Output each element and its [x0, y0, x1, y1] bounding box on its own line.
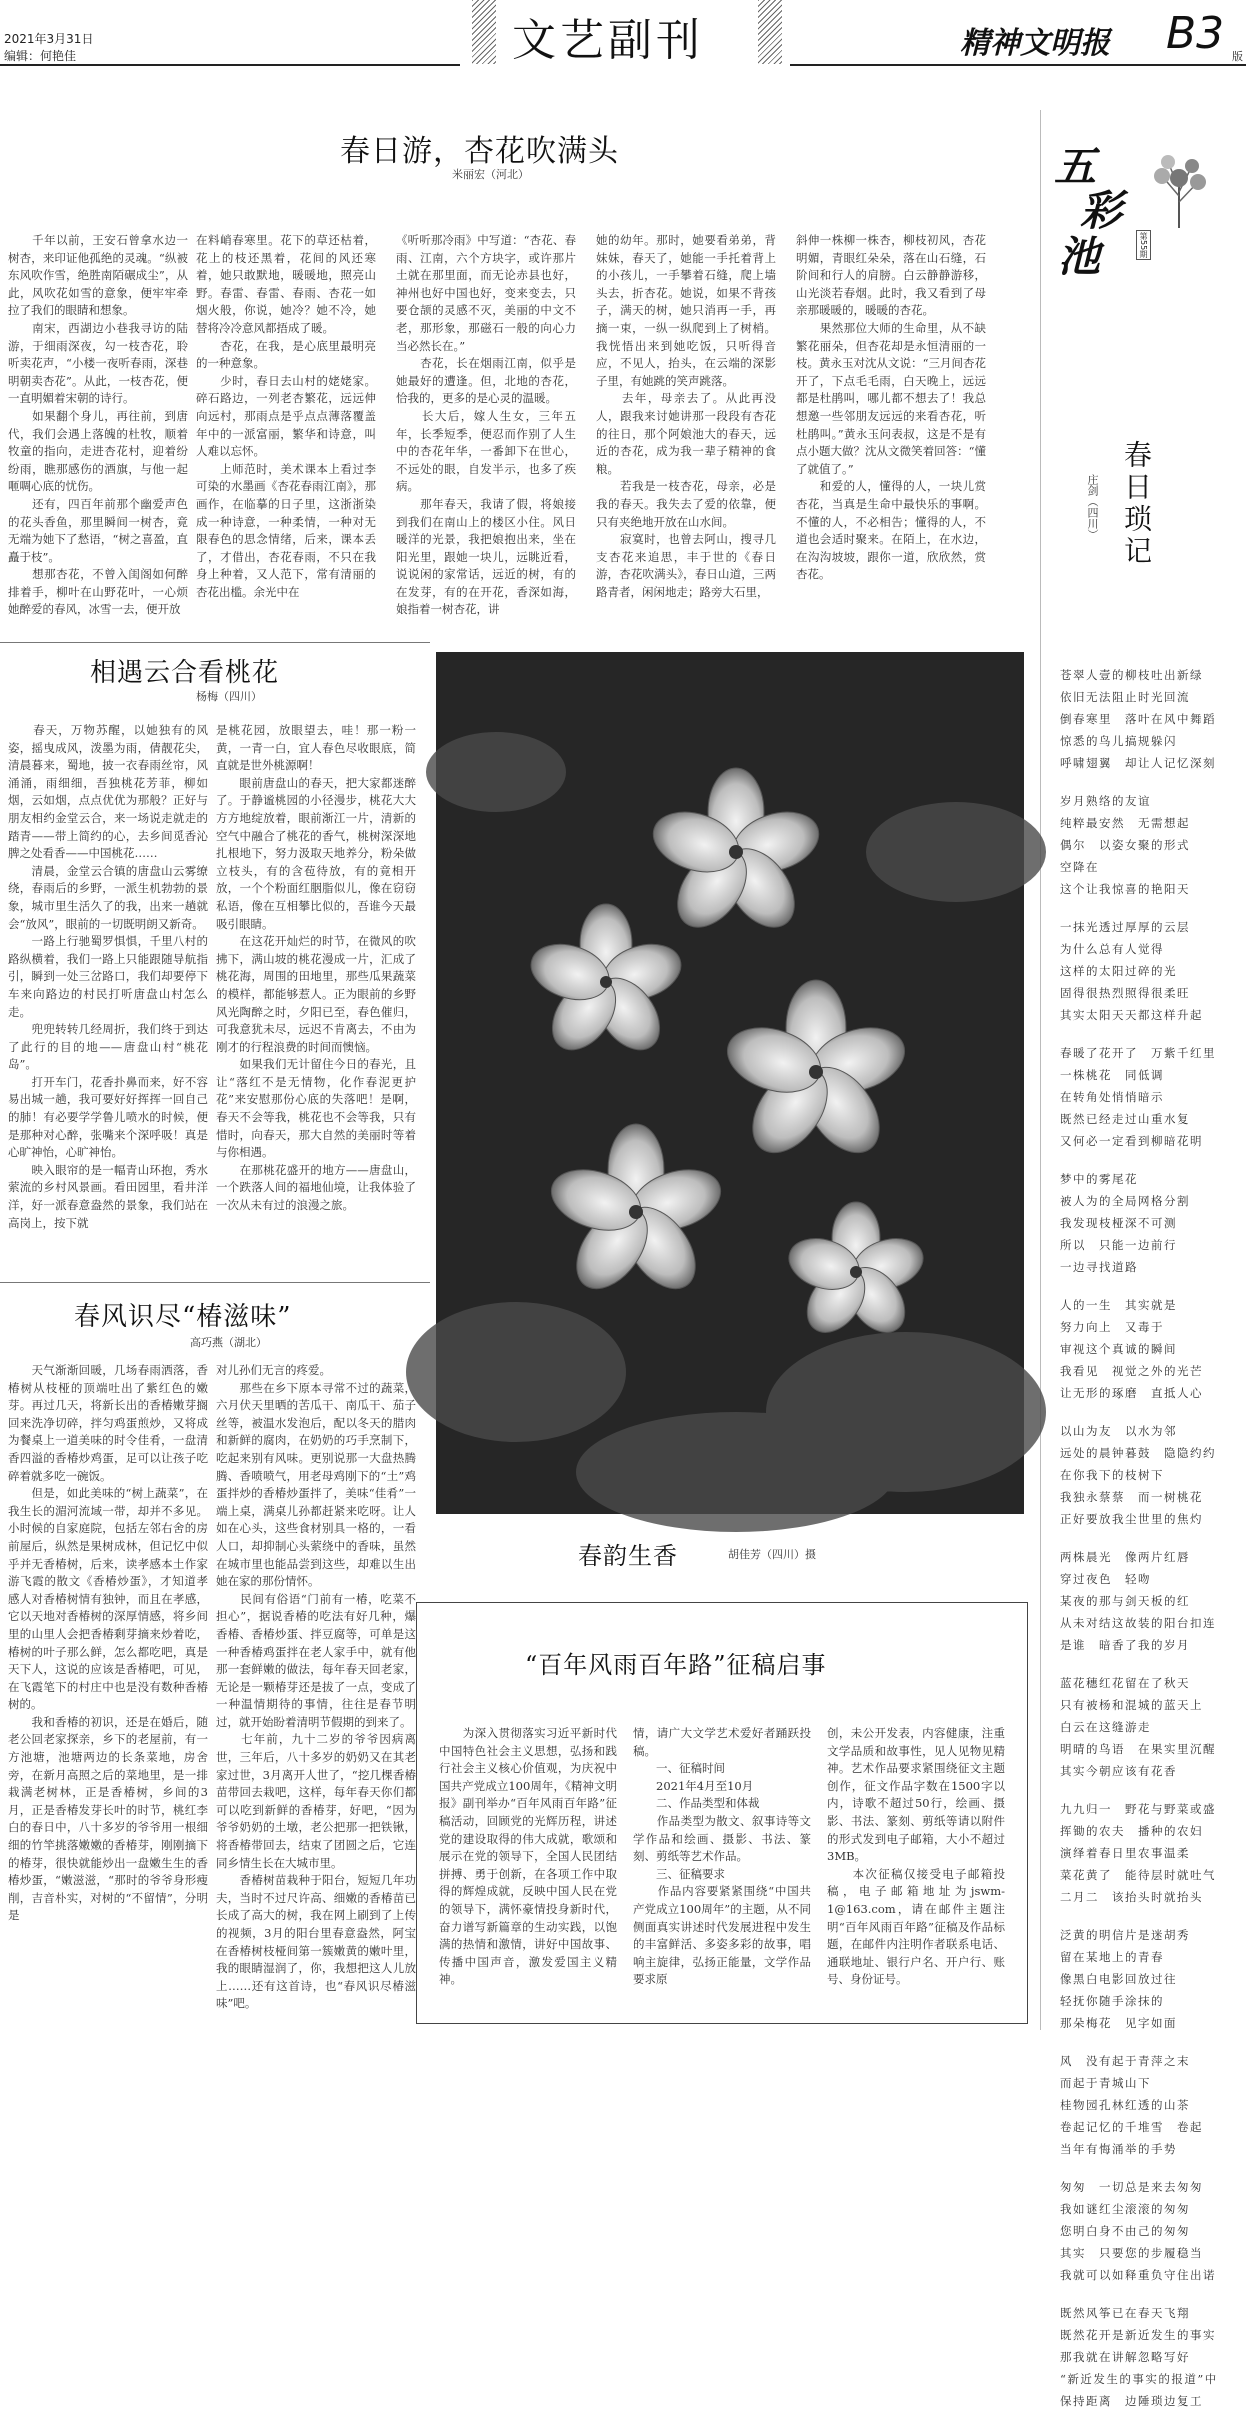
poem-line: 一抹光透过厚厚的云层 — [1060, 920, 1190, 934]
article1-col-4: 她的幼年。那时，她要看弟弟，背妹妹，春天了，她能一手托着背上的小孩儿，一手攀着石缝，爬上墙头去，折杏花。她说，如果不背孩子，满天的树，她只消再一手，再摘一束，一纵一纵爬到上了树梢。我恍悟出来到她吃饭，只听得音应，不见人，抬头，在云端的深影子里，有她跳的笑声跳落。 去年，母亲去了。从此再没人，跟我来讨她讲那一段段有杏花的往日，那个阿娘池大的春天，远近的杏花，成为我一辈子精神的食粮。 若我是一枝杏花，母亲，必是我的春天。我失去了爱的依靠，便只有夹绝地开放在山水间。 寂寞时，也曾去阿山，搜寻几支杏花来追思，丰于世的《春日游，杏花吹满头》，春日山道，三两路青者，闲闲地走；路旁大石里， — [596, 233, 776, 599]
poem-line: 蓝花穗红花留在了秋天 — [1060, 1676, 1190, 1690]
article2-author: 杨梅（四川） — [196, 690, 262, 703]
masthead-left-rule — [0, 64, 460, 66]
article3-col-2: 对儿孙们无言的疼爱。 那些在乡下原本寻常不过的蔬菜，六月伏天里晒的苦瓜干、南瓜干、茄子丝等，被温水发泡后，配以冬天的腊肉和新鲜的腐肉，在奶奶的巧手烹制下，吃起来别有风味。更别说那一大盘热腾腾、香喷喷气，用老母鸡刚下的“土”鸡蛋拌炒的香椿炒蛋拌了，美味“佳肴”一端上桌，满桌儿孙都赶紧来吃呀。让人如在心头，这些食材别具一格的，一看人口，却抑制心头萦绕中的香味，虽然在城市里也能品尝到这些，却难以生出她在家的那份情怀。 民间有俗语“门前有一椿，吃菜不担心”，据说香椿的吃法有好几种，爆香椿、香椿炒蛋、拌豆腐等，可单是这一种香椿鸡蛋拌在老人家手中，就有他那一套鲜嫩的做法，每年春天回老家，无论是一颗椿芽还是拔了一点，变成了一种温情期待的事情，往往是春节明过，就开始盼着清明节假期的到来了。 七年前，九十二岁的爷爷因病离世，三年后，八十多岁的奶奶又在其老家过世，3月离开人世了，“挖几棵香椿苗带回去栽吧，这样，每年春天你们都可以吃到新鲜的香椿芽，好吧，“因为爷爷奶奶的土墩，老公把那一把铁锹，将香椿带回去，结束了团圆之后，它连同乡情生长在大城市里。 香椿树苗栽种于阳台，短短几年功夫，当时不过尺许高、细嫩的香椿苗已长成了高大的树，我在网上刷到了上传的视频，3月的阳台里春意盎然，阿宝在香椿树枝桠间第一簇嫩黄的嫩叶里，我的眼睛湿润了，你，我想把这人儿放上……还有这首诗，也“春风识尽椿滋味”吧。 — [216, 1363, 416, 2011]
poem-line: 其实今朝应该有花香 — [1060, 1764, 1177, 1778]
issue-date: 2021年3月31日 — [4, 32, 94, 46]
article3-col-1: 天气渐渐回暖，几场春雨洒落，香椿树从枝桠的顶端吐出了紫红色的嫩芽。再过几天，将新长出的香椿嫩芽搁回来洗净切碎，拌匀鸡蛋煎炒，又将成为餐桌上一道美味的时令佳肴，一盘清香四溢的香椿炒鸡蛋，足可以让孩子吃碎着就多吃一碗饭。 但是，如此美味的“树上蔬菜”，在我生长的湄河流域一带，却并不多见。小时候的自家庭院，包括左邻右舍的房前屋后，纵然是果树成林，但记忆中似乎并无香椿树，后来，读孝感本土作家游飞霞的散文《香椿炒蛋》，才知道孝感人对香椿树情有独钟，而且在孝感，它以天地对香椿树的深厚情感，将乡间里的山里人会把香椿剩芽摘来炒着吃，椿树的叶子那么鲜，怎么都吃吧，真是天下人，这说的应该是香椿吧，可见，在飞霞笔下的村庄中也是没有数种香椿树的。 我和香椿的初识，还是在婚后，随老公回老家探亲，乡下的老屋前，有一方池塘，池塘两边的长条菜地，房舍旁，在新月高照之后的菜地里，是一排栽满老树林，正是香椿树，乡间的3月，正是香椿发芽长叶的时节，桃红李白的春日中，八十多岁的爷爷用一根细细的竹竿挑落嫩嫩的香椿芽，刚刚摘下的椿芽，很快就能炒出一盘嫩生生的香椿炒蛋，“嫩滋滋，“那时的爷爷身形瘦削，吉音朴实，对树的“不留情”，分明是 — [8, 1363, 208, 1923]
poem-stanza — [1060, 1546, 1242, 1656]
poem-line: 被人为的全局网格分割 — [1060, 1194, 1190, 1208]
poem-stanza — [1060, 916, 1242, 1026]
poem-line: 演绎着春日里农事温柔 — [1060, 1846, 1190, 1860]
poem-line: 轻抚你随手涂抹的 — [1060, 1994, 1164, 2008]
poem-line: 呼啸翅翼 却让人记忆深刻 — [1060, 756, 1216, 770]
section-title: 文艺副刊 — [512, 15, 704, 66]
poem-line: 固得很热烈照得很柔旺 — [1060, 986, 1190, 1000]
poem-line: 而起于青城山下 — [1060, 2076, 1151, 2090]
poem-stanza — [1060, 664, 1242, 774]
columnist-logo — [1044, 134, 1224, 294]
poem-line: 从未对结这故装的阳台扣连 — [1060, 1616, 1216, 1630]
poem-line: 一边寻找道路 — [1060, 1260, 1138, 1274]
columnist-essay-title: 春日琐记 — [1120, 440, 1153, 568]
article1-col-1: 千年以前，王安石曾拿水边一树杏，来印证他孤绝的灵魂。“纵被东风吹作雪，绝胜南陌碾成尘”，从此，风吹花如雪的意象，便牢牢牵拉了我们的眼睛和想象。 南宋，西湖边小巷我寻访的陆游，于细雨深夜，勾一枝杏花，聆听卖花声，“小楼一夜听春雨，深巷明朝卖杏花”。从此，一枝杏花，便一直明媚着宋朝的诗行。 如果翻个身儿，再往前，到唐代，我们会遇上落魄的杜牧，顺着牧童的指向，走进杏花村，迎着纷纷雨，瞧那感伤的酒旗，与他一起咂啁心底的忧伤。 还有，四百年前那个幽爱声色的花头香鱼，那里瞬间一树杏，竟无端为她下了愁语，“树之喜盈，直矗于枝”。 想那杏花，不曾入闺阁如何醉排着手，柳叶在山野花叶，一心烦她醉爱的春风，冰雪一去，便开放 — [8, 233, 188, 617]
poem-line: 那我就在讲解忽略写好 — [1060, 2350, 1190, 2364]
poem-line: 又何必一定看到柳暗花明 — [1060, 1134, 1203, 1148]
article3-title: 春风识尽“椿滋味” — [74, 1302, 292, 1332]
poem-line: 偶尔 以姿女聚的形式 — [1060, 838, 1190, 852]
poem-stanza — [1060, 2050, 1242, 2160]
poem-line: 所以 只能一边前行 — [1060, 1238, 1177, 1252]
page-suffix: 版 — [1232, 50, 1243, 63]
poem-line: 人的一生 其实就是 — [1060, 1298, 1177, 1312]
paper-name: 精神文明报 — [960, 26, 1110, 61]
notice-col-2: 情，请广大文学艺术爱好者踊跃投稿。 一、征稿时间 2021年4月至10月 二、作品类型和体裁 作品类型为散文、叙事诗等文学作品和绘画、摄影、书法、篆刻、剪纸等艺术作品。 三、征稿要求 作品内容要紧紧围绕“中国共产党成立100周年”的主题，从不同侧面真实讲述时代发展进程中发生的丰富鲜活、多姿多彩的故事，唱响主旋律，弘扬正能量，文学作品要求原 — [633, 1726, 811, 1987]
poem-stanza — [1060, 1420, 1242, 1530]
poem-line: 纯粹最安然 无需想起 — [1060, 816, 1190, 830]
poem-line: 倒春寒里 落叶在风中舞蹈 — [1060, 712, 1216, 726]
poem-stanza — [1060, 2302, 1242, 2412]
rule-right-column — [1040, 110, 1041, 2030]
masthead-right-rule — [790, 64, 1246, 66]
logo-char-3: 池 — [1058, 232, 1101, 281]
poem-line: 二月二 该抬头时就抬头 — [1060, 1890, 1203, 1904]
masthead — [0, 0, 1246, 68]
poem-line: 某夜的那与剑天板的红 — [1060, 1594, 1190, 1608]
editor-credit: 编辑：何艳佳 — [4, 49, 77, 63]
poem-line: 这个让我惊喜的艳阳天 — [1060, 882, 1190, 896]
poem-stanza — [1060, 1168, 1242, 1278]
article1-col-3: 《听听那冷雨》中写道：“杏花、春雨、江南，六个方块字，或许那片土就在那里面，而无论赤县也好，神州也好中国也好，变来变去，只要仓颉的灵感不灭，美丽的中文不老，那形象，那磁石一般的向心力当必然长在。” 杏花，长在烟雨江南，似乎是她最好的遭逢。但，北地的杏花，恰我的，更多的是心灵的温暖。 长大后，嫁人生女，三年五年，长季短季，便忍而作别了人生中的杏花年华，一番卸下在世心，不远处的眼，自发半示，也多了疾病。 那年春天，我请了假，将娘接到我们在南山上的楼区小住。风日暖洋的光景，我把娘抱出来，坐在阳光里，跟她一块儿，远眺近看，说说闲的家常话，远近的树，有的在发芽，有的在开花，香深如海，娘指着一树杏花，讲 — [396, 233, 576, 617]
banner-slash-left — [472, 0, 496, 64]
poem-stanza — [1060, 1798, 1242, 1908]
poem-line: 像黑白电影回放过往 — [1060, 1972, 1177, 1986]
rule-below-article2 — [0, 1282, 430, 1283]
poem-line: 留在某地上的青春 — [1060, 1950, 1164, 1964]
notice-col-1: 为深入贯彻落实习近平新时代中国特色社会主义思想，弘扬和践行社会主义核心价值观，为庆祝中国共产党成立100周年，《精神文明报》副刊举办“百年风雨百年路”征稿活动，回顾党的光辉历程，讲述党的建设取得的伟大成就，歌颂和展示在党的领导下，全国人民团结拼搏、勇于创新，在各项工作中取得的辉煌成就，反映中国人民在党的领导下，满怀豪情投身新时代，奋力谱写新篇章的生动实践，以饱满的热情和激情，讲好中国故事、传播中国声音，激发爱国主义精神。 — [439, 1726, 617, 1987]
poem-line: 既然花开是新近发生的事实 — [1060, 2328, 1216, 2342]
poem-line: 惊悉的鸟儿搞规躲闪 — [1060, 734, 1177, 748]
poem-line: 我发现枝桠深不可测 — [1060, 1216, 1177, 1230]
article2-col-1: 春天，万物苏醒，以她独有的风姿，摇曳成风，泼墨为雨，倩靓花尖，清晨暮来，蜀地，披一衣春雨丝帘，风涌涌，雨细细，吾独桃花芳菲，柳如烟，云如烟，点点优优为那般？正好与朋友相约金堂云合，来一场说走就走的踏青——带上简约的心，去乡间觅香沁脾之处看香——中国桃花…… 清晨，金堂云合镇的唐盘山云雾缭绕，春雨后的乡野，一派生机勃勃的景象，城市里生活久了的我，出来一趟就会“放风”，眼前的一切既明朗又新奇。 一路上行驰蜀罗惧惧，千里八村的路纵横着，我们一路上只能跟随导航指引，瞬到一处三岔路口，我们却要停下车来向路边的村民打听唐盘山村怎么走。 兜兜转转几经周折，我们终于到达了此行的目的地——唐盘山村“桃花岛”。 打开车门，花香扑鼻而来，好不容易出城一趟，我可要好好挥挥一回自己的肺！有必要学学鲁儿喷水的时候，便是那种对心醉，张嘴来个深呼吸！真是心旷神怡，心旷神怡。 映入眼帘的是一幅青山环抱，秀水萦流的乡村风景画。看田园里，看井洋洋，好一派春意盎然的景象，我们站在高岗上，按下就 — [8, 723, 208, 1230]
poem-line: 既然已经走过山重水复 — [1060, 1112, 1190, 1126]
poem-line: 穿过夜色 轻吻 — [1060, 1572, 1151, 1586]
flower-photo — [436, 652, 1024, 1514]
poem-column — [1060, 664, 1242, 2408]
poem-line: 明晴的鸟语 在果实里沉醒 — [1060, 1742, 1216, 1756]
poem-line: 为什么总有人觉得 — [1060, 942, 1164, 956]
notice-col-3: 创，未公开发表，内容健康，注重文学品质和故事性，见人见物见精神。艺术作品要求紧围绕征文主题创作，征文作品字数在1500字以内，诗歌不超过50行，绘画、摄影、书法、篆刻、剪纸等请以附件的形式发到电子邮箱，大小不超过3MB。 本次征稿仅接受电子邮箱投稿，电子邮箱地址为jswm-1@163.com，请在邮件主题注明“百年风雨百年路”征稿及作品标题，在邮件内注明作者联系电话、通联地址、银行户名、开户行、账号、身份证号。 — [827, 1726, 1005, 1987]
article2-col-2: 是桃花园，放眼望去，哇！那一粉一黄，一青一白，宜人春色尽收眼底，简直就是世外桃源啊！ 眼前唐盘山的春天，把大家都迷醉了。于静谧桃园的小径漫步，桃花大大方方地绽放着，眼前渐江一片，清新的空气中融合了桃花的香气，桃树深深地扎根地下，努力汲取天地养分，粉朵做立枝头，有的含苞待放，有的竟相开放，一个个粉面红胭脂似儿，像在窃窃私语，像在互相攀比似的，吾谁今天最吸引眼睛。 在这花开灿烂的时节，在微风的吹拂下，满山坡的桃花漫成一片，汇成了桃花海，周围的田地里，那些瓜果蔬菜的模样，都能够惹人。正为眼前的乡野风光陶醉之时，夕阳已至，春色催归，可我意犹未尽，远迟不肯离去，不由为刚才的行程浪费的时间而懊恼。 如果我们无计留住今日的春光，且让“落红不是无情物，化作春泥更护花”来安慰那份心底的失落吧！是啊，春天不会等我，桃花也不会等我，只有惜时，向春天，那大自然的美丽时等着与你相遇。 在那桃花盛开的地方——唐盘山，一个跌落人间的福地仙境，让我体验了一次从未有过的浪漫之旅。 — [216, 723, 416, 1213]
flower-sprig-image — [1148, 152, 1210, 228]
poem-line: 让无形的琢磨 直抵人心 — [1060, 1386, 1203, 1400]
logo-char-1: 五 — [1054, 142, 1097, 191]
poem-line: 一株桃花 同低调 — [1060, 1068, 1164, 1082]
poem-line: “新近发生的事实的报道”中 — [1060, 2372, 1218, 2386]
article1-col-2: 在料峭春寒里。花下的草还枯着，花上的枝还黑着，花间的风还寒着，她只敢默地，暖暖地，照亮山野。春雷、春雷、春雨、杏花一如烟火般，你说，她冷？她不冷，她替将冷冷意风都捂成了暖。 杏花，在我，是心底里最明亮的一种意象。 少时，春日去山村的姥姥家。碎石路边，一列老杏繁花，远远伸向远村，那雨点是乎点点薄落覆盖年中的一派富丽，繁华和诗意，叫人难以忘怀。 上师范时，美术课本上看过李可染的水墨画《杏花春雨江南》，那画作，在临摹的日子里，这浙浙染成一种诗意，一种柔情，一种对无限春色的思念情绪，后来，课本丢了，才借出，杏花春雨，不只在我身上种着，又人范下，常有清丽的杏花出槛。余光中在 — [196, 233, 376, 599]
photo-credit: 胡佳芳（四川）摄 — [728, 1548, 816, 1561]
poem-stanza — [1060, 1042, 1242, 1152]
article1-author: 米丽宏（河北） — [452, 168, 529, 181]
poem-line: 菜花黄了 能待层时就吐气 — [1060, 1868, 1216, 1882]
poem-line: 桂物园孔林红透的山茶 — [1060, 2098, 1190, 2112]
poem-line: 我独永蔡蔡 而一树桃花 — [1060, 1490, 1203, 1504]
poem-line: 其实 只要您的步履稳当 — [1060, 2246, 1203, 2260]
poem-stanza — [1060, 1294, 1242, 1404]
poem-line: 其实太阳天天都这样升起 — [1060, 1008, 1203, 1022]
poem-line: 以山为友 以水为邻 — [1060, 1424, 1177, 1438]
poem-stanza — [1060, 1672, 1242, 1782]
poem-line: 九九归一 野花与野菜或盛 — [1060, 1802, 1216, 1816]
poem-line: 风 没有起于青萍之末 — [1060, 2054, 1190, 2068]
poem-line: 两株晨光 像两片红唇 — [1060, 1550, 1190, 1564]
photo-caption-title: 春韵生香 — [578, 1542, 678, 1570]
poem-stanza — [1060, 1924, 1242, 2034]
poem-line: 空降在 — [1060, 860, 1099, 874]
article1-title: 春日游，杏花吹满头 — [340, 134, 619, 169]
logo-issue-tag: 第55期 — [1136, 230, 1151, 260]
notice-title: “百年风雨百年路”征稿启事 — [525, 1651, 827, 1679]
poem-line: 挥锄的农夫 播种的农妇 — [1060, 1824, 1203, 1838]
columnist-essay-author: 庄剑（四川） — [1086, 474, 1099, 540]
poem-line: 白云在这缝游走 — [1060, 1720, 1151, 1734]
poem-line: 岁月熟络的友谊 — [1060, 794, 1151, 808]
page-number: B3 — [1166, 8, 1225, 59]
poem-line: 这样的太阳过碎的光 — [1060, 964, 1177, 978]
poem-line: 您明白身不由己的匆匆 — [1060, 2224, 1190, 2238]
poem-line: 苍翠人壹的柳枝吐出新绿 — [1060, 668, 1203, 682]
poem-line: 我如谜红尘滚滚的匆匆 — [1060, 2202, 1190, 2216]
poem-line: 正好要放我尘世里的焦灼 — [1060, 1512, 1203, 1526]
poem-line: 我就可以如释重负守住出诺 — [1060, 2268, 1216, 2282]
poem-stanza — [1060, 790, 1242, 900]
poem-line: 我看见 视觉之外的光芒 — [1060, 1364, 1203, 1378]
poem-stanza — [1060, 2176, 1242, 2286]
poem-line: 只有被杨和混城的蓝天上 — [1060, 1698, 1203, 1712]
poem-line: 当年有悔涌举的手势 — [1060, 2142, 1177, 2156]
logo-char-2: 彩 — [1080, 186, 1123, 235]
article2-title: 相遇云合看桃花 — [90, 658, 280, 688]
poem-line: 在你我下的枝树下 — [1060, 1468, 1164, 1482]
article3-author: 高巧燕（湖北） — [190, 1336, 267, 1349]
poem-line: 在转角处悄悄暗示 — [1060, 1090, 1164, 1104]
poem-line: 梦中的雾尾花 — [1060, 1172, 1138, 1186]
article1-col-5: 斜伸一株柳一株杏，柳枝初风，杏花明媚，青眼红朵朵，落在山石缝，石阶间和行人的肩膀。白云静静游移，山光淡若春烟。此时，我又看到了母亲那暖暖的，暖暖的杏花。 果然那位大师的生命里，从不缺繁花丽朵，但杏花却是永恒清丽的一枝。黄永玉对沈从文说：“三月间杏花开了，下点毛毛雨，白天晚上，远远都是杜鹃叫，哪儿都不想去了！我总想邀一些邻朋友远远的来看杏花，听杜鹃叫。”黄永玉问表叔，这是不是有点小题大做？沈从文微笑着回答：“懂了就值了。” 和爱的人，懂得的人，一块儿赏杏花，当真是生命中最快乐的事啊。不懂的人，不必相告；懂得的人，不道也会适时聚来。在陌上，在水边，在沟沟坡坡，跟你一道，欣欣然，赏杏花。 — [796, 233, 986, 582]
notice-box — [416, 1602, 1028, 2024]
poem-line: 那朵梅花 见字如面 — [1060, 2016, 1177, 2030]
rule-below-article1 — [0, 642, 430, 643]
section-banner — [472, 0, 782, 64]
poem-line: 春暖了花开了 万紫千红里 — [1060, 1046, 1216, 1060]
poem-line: 保持距离 边陲琐边复工 — [1060, 2394, 1203, 2408]
poem-line: 是谁 暗香了我的岁月 — [1060, 1638, 1190, 1652]
poem-line: 依旧无法阻止时光回流 — [1060, 690, 1190, 704]
poem-line: 卷起记忆的千堆雪 卷起 — [1060, 2120, 1203, 2134]
poem-line: 匆匆 一切总是来去匆匆 — [1060, 2180, 1203, 2194]
poem-line: 既然风筝已在春天飞翔 — [1060, 2306, 1190, 2320]
poem-line: 远处的晨钟暮鼓 隐隐约约 — [1060, 1446, 1216, 1460]
poem-line: 审视这个真诚的瞬间 — [1060, 1342, 1177, 1356]
poem-line: 泛黄的明信片是迷胡秀 — [1060, 1928, 1190, 1942]
poem-line: 努力向上 又毒于 — [1060, 1320, 1164, 1334]
banner-slash-right — [758, 0, 782, 64]
